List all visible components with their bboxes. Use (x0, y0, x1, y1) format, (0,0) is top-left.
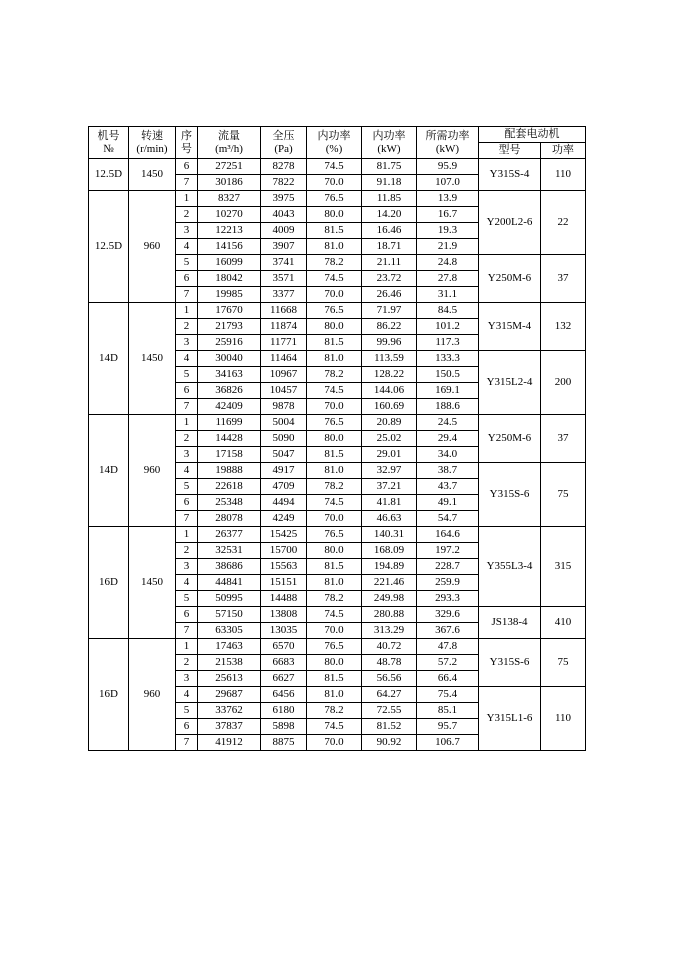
cell-efficiency: 78.2 (307, 255, 362, 271)
cell-inner-power: 14.20 (362, 207, 417, 223)
cell-motor-power: 75 (541, 463, 586, 527)
cell-required-power: 49.1 (417, 495, 479, 511)
cell-efficiency: 74.5 (307, 271, 362, 287)
cell-motor-model: Y315S-6 (479, 463, 541, 527)
cell-inner-power: 25.02 (362, 431, 417, 447)
cell-speed: 1450 (129, 527, 176, 639)
cell-flow: 41912 (198, 735, 261, 751)
cell-flow: 44841 (198, 575, 261, 591)
cell-inner-power: 91.18 (362, 175, 417, 191)
cell-model-no: 14D (89, 303, 129, 415)
cell-pressure: 11874 (261, 319, 307, 335)
cell-motor-power: 315 (541, 527, 586, 607)
cell-motor-model: Y315L1-6 (479, 687, 541, 751)
cell-pressure: 3907 (261, 239, 307, 255)
cell-flow: 17463 (198, 639, 261, 655)
header-seq (176, 127, 198, 159)
cell-pressure: 6683 (261, 655, 307, 671)
cell-efficiency: 70.0 (307, 735, 362, 751)
header-required-power-unit: (kW) (435, 142, 460, 155)
cell-seq: 2 (176, 319, 198, 335)
cell-efficiency: 74.5 (307, 383, 362, 399)
cell-required-power: 188.6 (417, 399, 479, 415)
cell-pressure: 5898 (261, 719, 307, 735)
cell-pressure: 15563 (261, 559, 307, 575)
header-seq-top: 序 (181, 129, 192, 142)
cell-seq: 4 (176, 463, 198, 479)
cell-inner-power: 90.92 (362, 735, 417, 751)
cell-pressure: 13035 (261, 623, 307, 639)
cell-efficiency: 81.0 (307, 239, 362, 255)
cell-speed: 1450 (129, 159, 176, 191)
cell-inner-power: 64.27 (362, 687, 417, 703)
header-flow (198, 127, 261, 159)
cell-required-power: 75.4 (417, 687, 479, 703)
cell-efficiency: 81.5 (307, 335, 362, 351)
cell-pressure: 9878 (261, 399, 307, 415)
cell-flow: 19985 (198, 287, 261, 303)
cell-motor-power: 75 (541, 639, 586, 687)
cell-seq: 5 (176, 591, 198, 607)
cell-seq: 2 (176, 431, 198, 447)
cell-required-power: 259.9 (417, 575, 479, 591)
cell-flow: 19888 (198, 463, 261, 479)
cell-inner-power: 21.11 (362, 255, 417, 271)
header-pressure-label: 全压 (272, 129, 295, 142)
cell-efficiency: 81.0 (307, 351, 362, 367)
cell-pressure: 4249 (261, 511, 307, 527)
cell-motor-power: 132 (541, 303, 586, 351)
cell-pressure: 4043 (261, 207, 307, 223)
cell-required-power: 95.9 (417, 159, 479, 175)
header-inner-power-unit: (kW) (377, 142, 401, 155)
cell-required-power: 367.6 (417, 623, 479, 639)
cell-seq: 2 (176, 207, 198, 223)
cell-required-power: 169.1 (417, 383, 479, 399)
header-speed-unit: (r/min) (136, 142, 168, 155)
cell-seq: 2 (176, 543, 198, 559)
cell-inner-power: 48.78 (362, 655, 417, 671)
header-motor: 配套电动机 (479, 127, 586, 143)
cell-required-power: 24.8 (417, 255, 479, 271)
cell-pressure: 15151 (261, 575, 307, 591)
cell-pressure: 10967 (261, 367, 307, 383)
cell-required-power: 54.7 (417, 511, 479, 527)
cell-pressure: 5090 (261, 431, 307, 447)
cell-required-power: 21.9 (417, 239, 479, 255)
cell-efficiency: 81.5 (307, 447, 362, 463)
cell-flow: 17158 (198, 447, 261, 463)
cell-inner-power: 81.52 (362, 719, 417, 735)
cell-pressure: 4709 (261, 479, 307, 495)
table-row (89, 303, 586, 319)
cell-efficiency: 81.0 (307, 575, 362, 591)
cell-inner-power: 72.55 (362, 703, 417, 719)
cell-motor-model: Y315S-4 (479, 159, 541, 191)
cell-seq: 1 (176, 415, 198, 431)
header-flow-unit: (m³/h) (215, 142, 243, 155)
cell-inner-power: 41.81 (362, 495, 417, 511)
header-efficiency-unit: (%) (325, 142, 343, 155)
cell-pressure: 4494 (261, 495, 307, 511)
cell-inner-power: 11.85 (362, 191, 417, 207)
cell-seq: 3 (176, 559, 198, 575)
cell-efficiency: 81.5 (307, 223, 362, 239)
cell-inner-power: 71.97 (362, 303, 417, 319)
cell-required-power: 16.7 (417, 207, 479, 223)
cell-speed: 1450 (129, 303, 176, 415)
cell-seq: 7 (176, 623, 198, 639)
cell-required-power: 228.7 (417, 559, 479, 575)
cell-inner-power: 99.96 (362, 335, 417, 351)
cell-efficiency: 81.0 (307, 687, 362, 703)
cell-required-power: 29.4 (417, 431, 479, 447)
cell-pressure: 6627 (261, 671, 307, 687)
cell-efficiency: 74.5 (307, 719, 362, 735)
cell-motor-model: Y250M-6 (479, 415, 541, 463)
cell-efficiency: 76.5 (307, 191, 362, 207)
cell-pressure: 14488 (261, 591, 307, 607)
cell-pressure: 3975 (261, 191, 307, 207)
cell-pressure: 4009 (261, 223, 307, 239)
cell-required-power: 85.1 (417, 703, 479, 719)
cell-motor-power: 410 (541, 607, 586, 639)
cell-motor-model: Y315M-4 (479, 303, 541, 351)
cell-flow: 14156 (198, 239, 261, 255)
cell-pressure: 11668 (261, 303, 307, 319)
cell-efficiency: 76.5 (307, 639, 362, 655)
header-required-power (417, 127, 479, 159)
cell-required-power: 57.2 (417, 655, 479, 671)
cell-inner-power: 113.59 (362, 351, 417, 367)
cell-required-power: 66.4 (417, 671, 479, 687)
cell-efficiency: 80.0 (307, 319, 362, 335)
cell-inner-power: 37.21 (362, 479, 417, 495)
cell-model-no: 16D (89, 639, 129, 751)
header-required-power-label: 所需功率 (425, 129, 470, 142)
header-motor-power: 功率 (541, 143, 586, 159)
cell-flow: 34163 (198, 367, 261, 383)
cell-efficiency: 81.0 (307, 463, 362, 479)
cell-efficiency: 78.2 (307, 591, 362, 607)
cell-required-power: 84.5 (417, 303, 479, 319)
cell-flow: 63305 (198, 623, 261, 639)
cell-flow: 18042 (198, 271, 261, 287)
cell-required-power: 101.2 (417, 319, 479, 335)
cell-efficiency: 74.5 (307, 607, 362, 623)
cell-required-power: 107.0 (417, 175, 479, 191)
cell-pressure: 3571 (261, 271, 307, 287)
cell-motor-power: 200 (541, 351, 586, 415)
cell-efficiency: 80.0 (307, 207, 362, 223)
cell-seq: 6 (176, 271, 198, 287)
cell-required-power: 133.3 (417, 351, 479, 367)
cell-inner-power: 32.97 (362, 463, 417, 479)
cell-seq: 6 (176, 719, 198, 735)
cell-seq: 2 (176, 655, 198, 671)
cell-required-power: 27.8 (417, 271, 479, 287)
cell-seq: 6 (176, 383, 198, 399)
cell-flow: 27251 (198, 159, 261, 175)
cell-seq: 3 (176, 447, 198, 463)
header-inner-power (362, 127, 417, 159)
cell-flow: 30186 (198, 175, 261, 191)
cell-inner-power: 46.63 (362, 511, 417, 527)
cell-model-no: 12.5D (89, 191, 129, 303)
cell-pressure: 5047 (261, 447, 307, 463)
cell-required-power: 47.8 (417, 639, 479, 655)
cell-flow: 36826 (198, 383, 261, 399)
cell-required-power: 293.3 (417, 591, 479, 607)
cell-flow: 29687 (198, 687, 261, 703)
cell-seq: 7 (176, 399, 198, 415)
cell-inner-power: 221.46 (362, 575, 417, 591)
cell-pressure: 10457 (261, 383, 307, 399)
cell-seq: 4 (176, 239, 198, 255)
cell-seq: 6 (176, 159, 198, 175)
cell-efficiency: 81.5 (307, 559, 362, 575)
cell-required-power: 24.5 (417, 415, 479, 431)
header-speed-label: 转速 (141, 129, 163, 142)
cell-flow: 28078 (198, 511, 261, 527)
cell-seq: 1 (176, 639, 198, 655)
cell-pressure: 11464 (261, 351, 307, 367)
cell-inner-power: 16.46 (362, 223, 417, 239)
cell-seq: 4 (176, 351, 198, 367)
cell-seq: 3 (176, 335, 198, 351)
cell-pressure: 15700 (261, 543, 307, 559)
cell-required-power: 95.7 (417, 719, 479, 735)
cell-seq: 4 (176, 575, 198, 591)
cell-motor-model: Y355L3-4 (479, 527, 541, 607)
cell-required-power: 150.5 (417, 367, 479, 383)
header-model-no-sub: № (103, 142, 114, 155)
cell-flow: 50995 (198, 591, 261, 607)
cell-flow: 21793 (198, 319, 261, 335)
cell-flow: 14428 (198, 431, 261, 447)
cell-seq: 3 (176, 671, 198, 687)
cell-inner-power: 313.29 (362, 623, 417, 639)
cell-required-power: 106.7 (417, 735, 479, 751)
cell-pressure: 4917 (261, 463, 307, 479)
cell-efficiency: 78.2 (307, 367, 362, 383)
cell-flow: 11699 (198, 415, 261, 431)
table-row (89, 639, 586, 655)
cell-inner-power: 40.72 (362, 639, 417, 655)
cell-flow: 26377 (198, 527, 261, 543)
cell-efficiency: 70.0 (307, 623, 362, 639)
cell-motor-model: JS138-4 (479, 607, 541, 639)
cell-model-no: 14D (89, 415, 129, 527)
cell-efficiency: 70.0 (307, 287, 362, 303)
cell-efficiency: 78.2 (307, 479, 362, 495)
cell-efficiency: 74.5 (307, 159, 362, 175)
table-row (89, 159, 586, 175)
cell-seq: 7 (176, 735, 198, 751)
cell-inner-power: 168.09 (362, 543, 417, 559)
cell-seq: 5 (176, 479, 198, 495)
table-body (89, 159, 586, 751)
cell-flow: 8327 (198, 191, 261, 207)
cell-required-power: 197.2 (417, 543, 479, 559)
cell-seq: 4 (176, 687, 198, 703)
cell-required-power: 13.9 (417, 191, 479, 207)
cell-required-power: 34.0 (417, 447, 479, 463)
cell-efficiency: 78.2 (307, 703, 362, 719)
cell-seq: 7 (176, 175, 198, 191)
cell-efficiency: 76.5 (307, 303, 362, 319)
cell-motor-power: 110 (541, 159, 586, 191)
header-efficiency (307, 127, 362, 159)
cell-inner-power: 81.75 (362, 159, 417, 175)
cell-seq: 1 (176, 191, 198, 207)
cell-seq: 5 (176, 703, 198, 719)
cell-flow: 32531 (198, 543, 261, 559)
cell-efficiency: 70.0 (307, 399, 362, 415)
cell-pressure: 6570 (261, 639, 307, 655)
cell-inner-power: 18.71 (362, 239, 417, 255)
cell-inner-power: 26.46 (362, 287, 417, 303)
table-row (89, 527, 586, 543)
cell-flow: 37837 (198, 719, 261, 735)
cell-seq: 5 (176, 367, 198, 383)
cell-motor-power: 22 (541, 191, 586, 255)
cell-required-power: 43.7 (417, 479, 479, 495)
cell-motor-power: 110 (541, 687, 586, 751)
cell-flow: 30040 (198, 351, 261, 367)
cell-efficiency: 80.0 (307, 431, 362, 447)
table-row (89, 415, 586, 431)
cell-model-no: 16D (89, 527, 129, 639)
header-seq-bottom: 号 (181, 142, 192, 155)
cell-pressure: 3377 (261, 287, 307, 303)
table-row (89, 191, 586, 207)
header-row (89, 127, 586, 143)
cell-required-power: 38.7 (417, 463, 479, 479)
cell-efficiency: 74.5 (307, 495, 362, 511)
cell-efficiency: 70.0 (307, 175, 362, 191)
cell-seq: 7 (176, 287, 198, 303)
cell-speed: 960 (129, 639, 176, 751)
cell-pressure: 13808 (261, 607, 307, 623)
cell-model-no: 12.5D (89, 159, 129, 191)
header-speed (129, 127, 176, 159)
cell-motor-model: Y315L2-4 (479, 351, 541, 415)
cell-motor-model: Y200L2-6 (479, 191, 541, 255)
cell-inner-power: 20.89 (362, 415, 417, 431)
header-pressure-unit: (Pa) (274, 142, 293, 155)
cell-flow: 12213 (198, 223, 261, 239)
cell-seq: 7 (176, 511, 198, 527)
cell-seq: 3 (176, 223, 198, 239)
cell-efficiency: 80.0 (307, 655, 362, 671)
cell-required-power: 117.3 (417, 335, 479, 351)
cell-flow: 57150 (198, 607, 261, 623)
header-pressure (261, 127, 307, 159)
cell-motor-power: 37 (541, 255, 586, 303)
header-inner-power-label: 内功率 (372, 129, 406, 142)
cell-flow: 25916 (198, 335, 261, 351)
cell-efficiency: 80.0 (307, 543, 362, 559)
cell-inner-power: 144.06 (362, 383, 417, 399)
cell-pressure: 8278 (261, 159, 307, 175)
cell-required-power: 164.6 (417, 527, 479, 543)
cell-inner-power: 86.22 (362, 319, 417, 335)
cell-pressure: 6180 (261, 703, 307, 719)
cell-seq: 1 (176, 303, 198, 319)
cell-speed: 960 (129, 415, 176, 527)
cell-flow: 22618 (198, 479, 261, 495)
spec-table (88, 126, 586, 751)
cell-motor-power: 37 (541, 415, 586, 463)
cell-efficiency: 76.5 (307, 415, 362, 431)
cell-flow: 42409 (198, 399, 261, 415)
cell-inner-power: 194.89 (362, 559, 417, 575)
cell-inner-power: 280.88 (362, 607, 417, 623)
cell-seq: 6 (176, 607, 198, 623)
cell-pressure: 7822 (261, 175, 307, 191)
table-header (89, 127, 586, 159)
cell-flow: 33762 (198, 703, 261, 719)
cell-inner-power: 160.69 (362, 399, 417, 415)
cell-efficiency: 70.0 (307, 511, 362, 527)
cell-speed: 960 (129, 191, 176, 303)
header-model-no-label: 机号 (97, 129, 120, 142)
cell-efficiency: 76.5 (307, 527, 362, 543)
cell-motor-model: Y315S-6 (479, 639, 541, 687)
cell-pressure: 3741 (261, 255, 307, 271)
cell-flow: 25613 (198, 671, 261, 687)
cell-efficiency: 81.5 (307, 671, 362, 687)
cell-required-power: 329.6 (417, 607, 479, 623)
cell-inner-power: 249.98 (362, 591, 417, 607)
cell-pressure: 5004 (261, 415, 307, 431)
cell-flow: 17670 (198, 303, 261, 319)
cell-pressure: 15425 (261, 527, 307, 543)
cell-inner-power: 128.22 (362, 367, 417, 383)
cell-inner-power: 140.31 (362, 527, 417, 543)
cell-flow: 21538 (198, 655, 261, 671)
cell-required-power: 19.3 (417, 223, 479, 239)
header-efficiency-label: 内功率 (317, 129, 351, 142)
header-motor-model: 型号 (479, 143, 541, 159)
cell-motor-model: Y250M-6 (479, 255, 541, 303)
cell-seq: 5 (176, 255, 198, 271)
cell-pressure: 6456 (261, 687, 307, 703)
cell-pressure: 8875 (261, 735, 307, 751)
cell-flow: 10270 (198, 207, 261, 223)
header-model-no (89, 127, 129, 159)
cell-inner-power: 23.72 (362, 271, 417, 287)
cell-pressure: 11771 (261, 335, 307, 351)
cell-flow: 38686 (198, 559, 261, 575)
cell-seq: 6 (176, 495, 198, 511)
cell-seq: 1 (176, 527, 198, 543)
cell-required-power: 31.1 (417, 287, 479, 303)
header-flow-label: 流量 (218, 129, 240, 142)
cell-inner-power: 29.01 (362, 447, 417, 463)
cell-flow: 16099 (198, 255, 261, 271)
cell-inner-power: 56.56 (362, 671, 417, 687)
cell-flow: 25348 (198, 495, 261, 511)
